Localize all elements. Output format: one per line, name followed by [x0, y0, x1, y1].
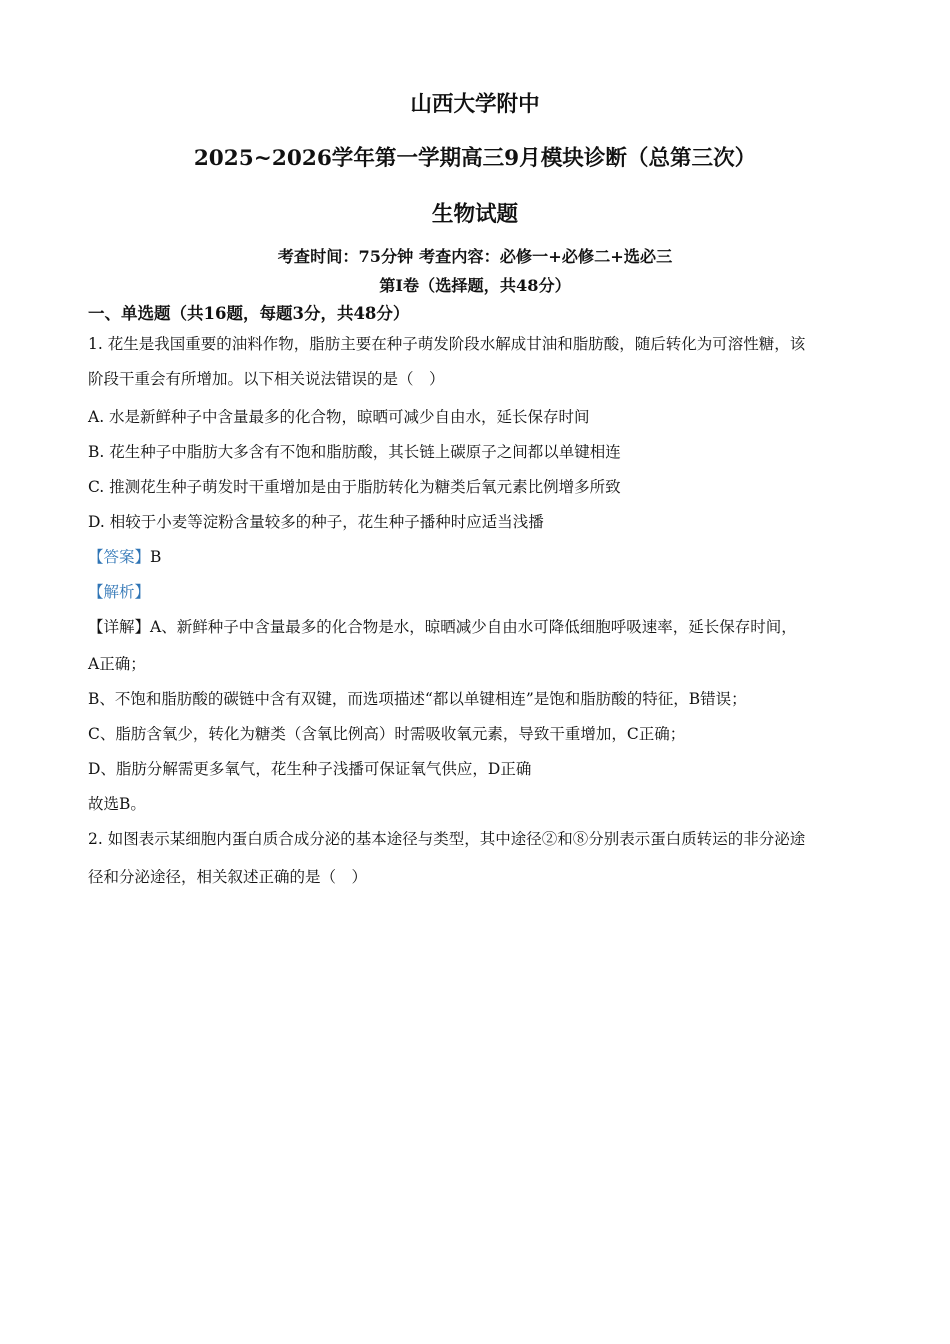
q1-detail-line3: B、不饱和脂肪酸的碳链中含有双键，而选项描述“都以单键相连”是饱和脂肪酸的特征，B错误； [88, 690, 747, 708]
subject-title: 生物试题 [431, 202, 519, 227]
detail-tag: 【详解】 [88, 618, 151, 636]
answer-value: B [150, 548, 162, 566]
q1-conclusion: 故选B。 [88, 795, 146, 813]
exam-info: 考查时间：75分钟 考查内容：必修一+必修二+选必三 [277, 247, 673, 266]
q2-stem-line2: 径和分泌途径，相关叙述正确的是（ ） [88, 868, 368, 886]
exam-title: 2025~2026学年第一学期高三9月模块诊断（总第三次） [193, 146, 757, 171]
section-title: 一、单选题（共16题，每题3分，共48分） [88, 304, 410, 323]
answer-tag: 【答案】 [88, 548, 151, 566]
q1-option-a: A. 水是新鲜种子中含量最多的化合物，晾晒可减少自由水，延长保存时间 [88, 408, 590, 426]
q1-detail-line4: C、脂肪含氧少，转化为糖类（含氧比例高）时需吸收氧元素，导致干重增加，C正确； [88, 725, 686, 743]
q2-stem-line1: 2. 如图表示某细胞内蛋白质合成分泌的基本途径与类型，其中途径②和⑧分别表示蛋白质转运的非分泌途 [88, 830, 806, 848]
q1-detail-line2: A正确； [88, 655, 146, 673]
q1-option-d: D. 相较于小麦等淀粉含量较多的种子，花生种子播种时应适当浅播 [88, 513, 544, 531]
q1-answer [88, 545, 161, 569]
q1-detail-line1 [88, 615, 797, 639]
q1-option-c: C. 推测花生种子萌发时干重增加是由于脂肪转化为糖类后氧元素比例增多所致 [88, 478, 621, 496]
volume-title: 第Ⅰ卷（选择题，共48分） [379, 276, 571, 295]
q1-stem-line1: 1. 花生是我国重要的油料作物，脂肪主要在种子萌发阶段水解成甘油和脂肪酸，随后转化为可溶性糖，该 [88, 335, 806, 353]
school-title: 山西大学附中 [410, 92, 540, 117]
detail-text: A、新鲜种子中含量最多的化合物是水，晾晒减少自由水可降低细胞呼吸速率，延长保存时间， [150, 618, 797, 636]
q1-detail-line5: D、脂肪分解需更多氧气，花生种子浅播可保证氧气供应，D正确 [88, 760, 532, 778]
q1-option-b: B. 花生种子中脂肪大多含有不饱和脂肪酸，其长链上碳原子之间都以单键相连 [88, 443, 621, 461]
q1-stem-line2: 阶段干重会有所增加。以下相关说法错误的是（ ） [88, 370, 445, 388]
q1-analysis [88, 580, 150, 604]
analysis-tag: 【解析】 [88, 583, 151, 601]
